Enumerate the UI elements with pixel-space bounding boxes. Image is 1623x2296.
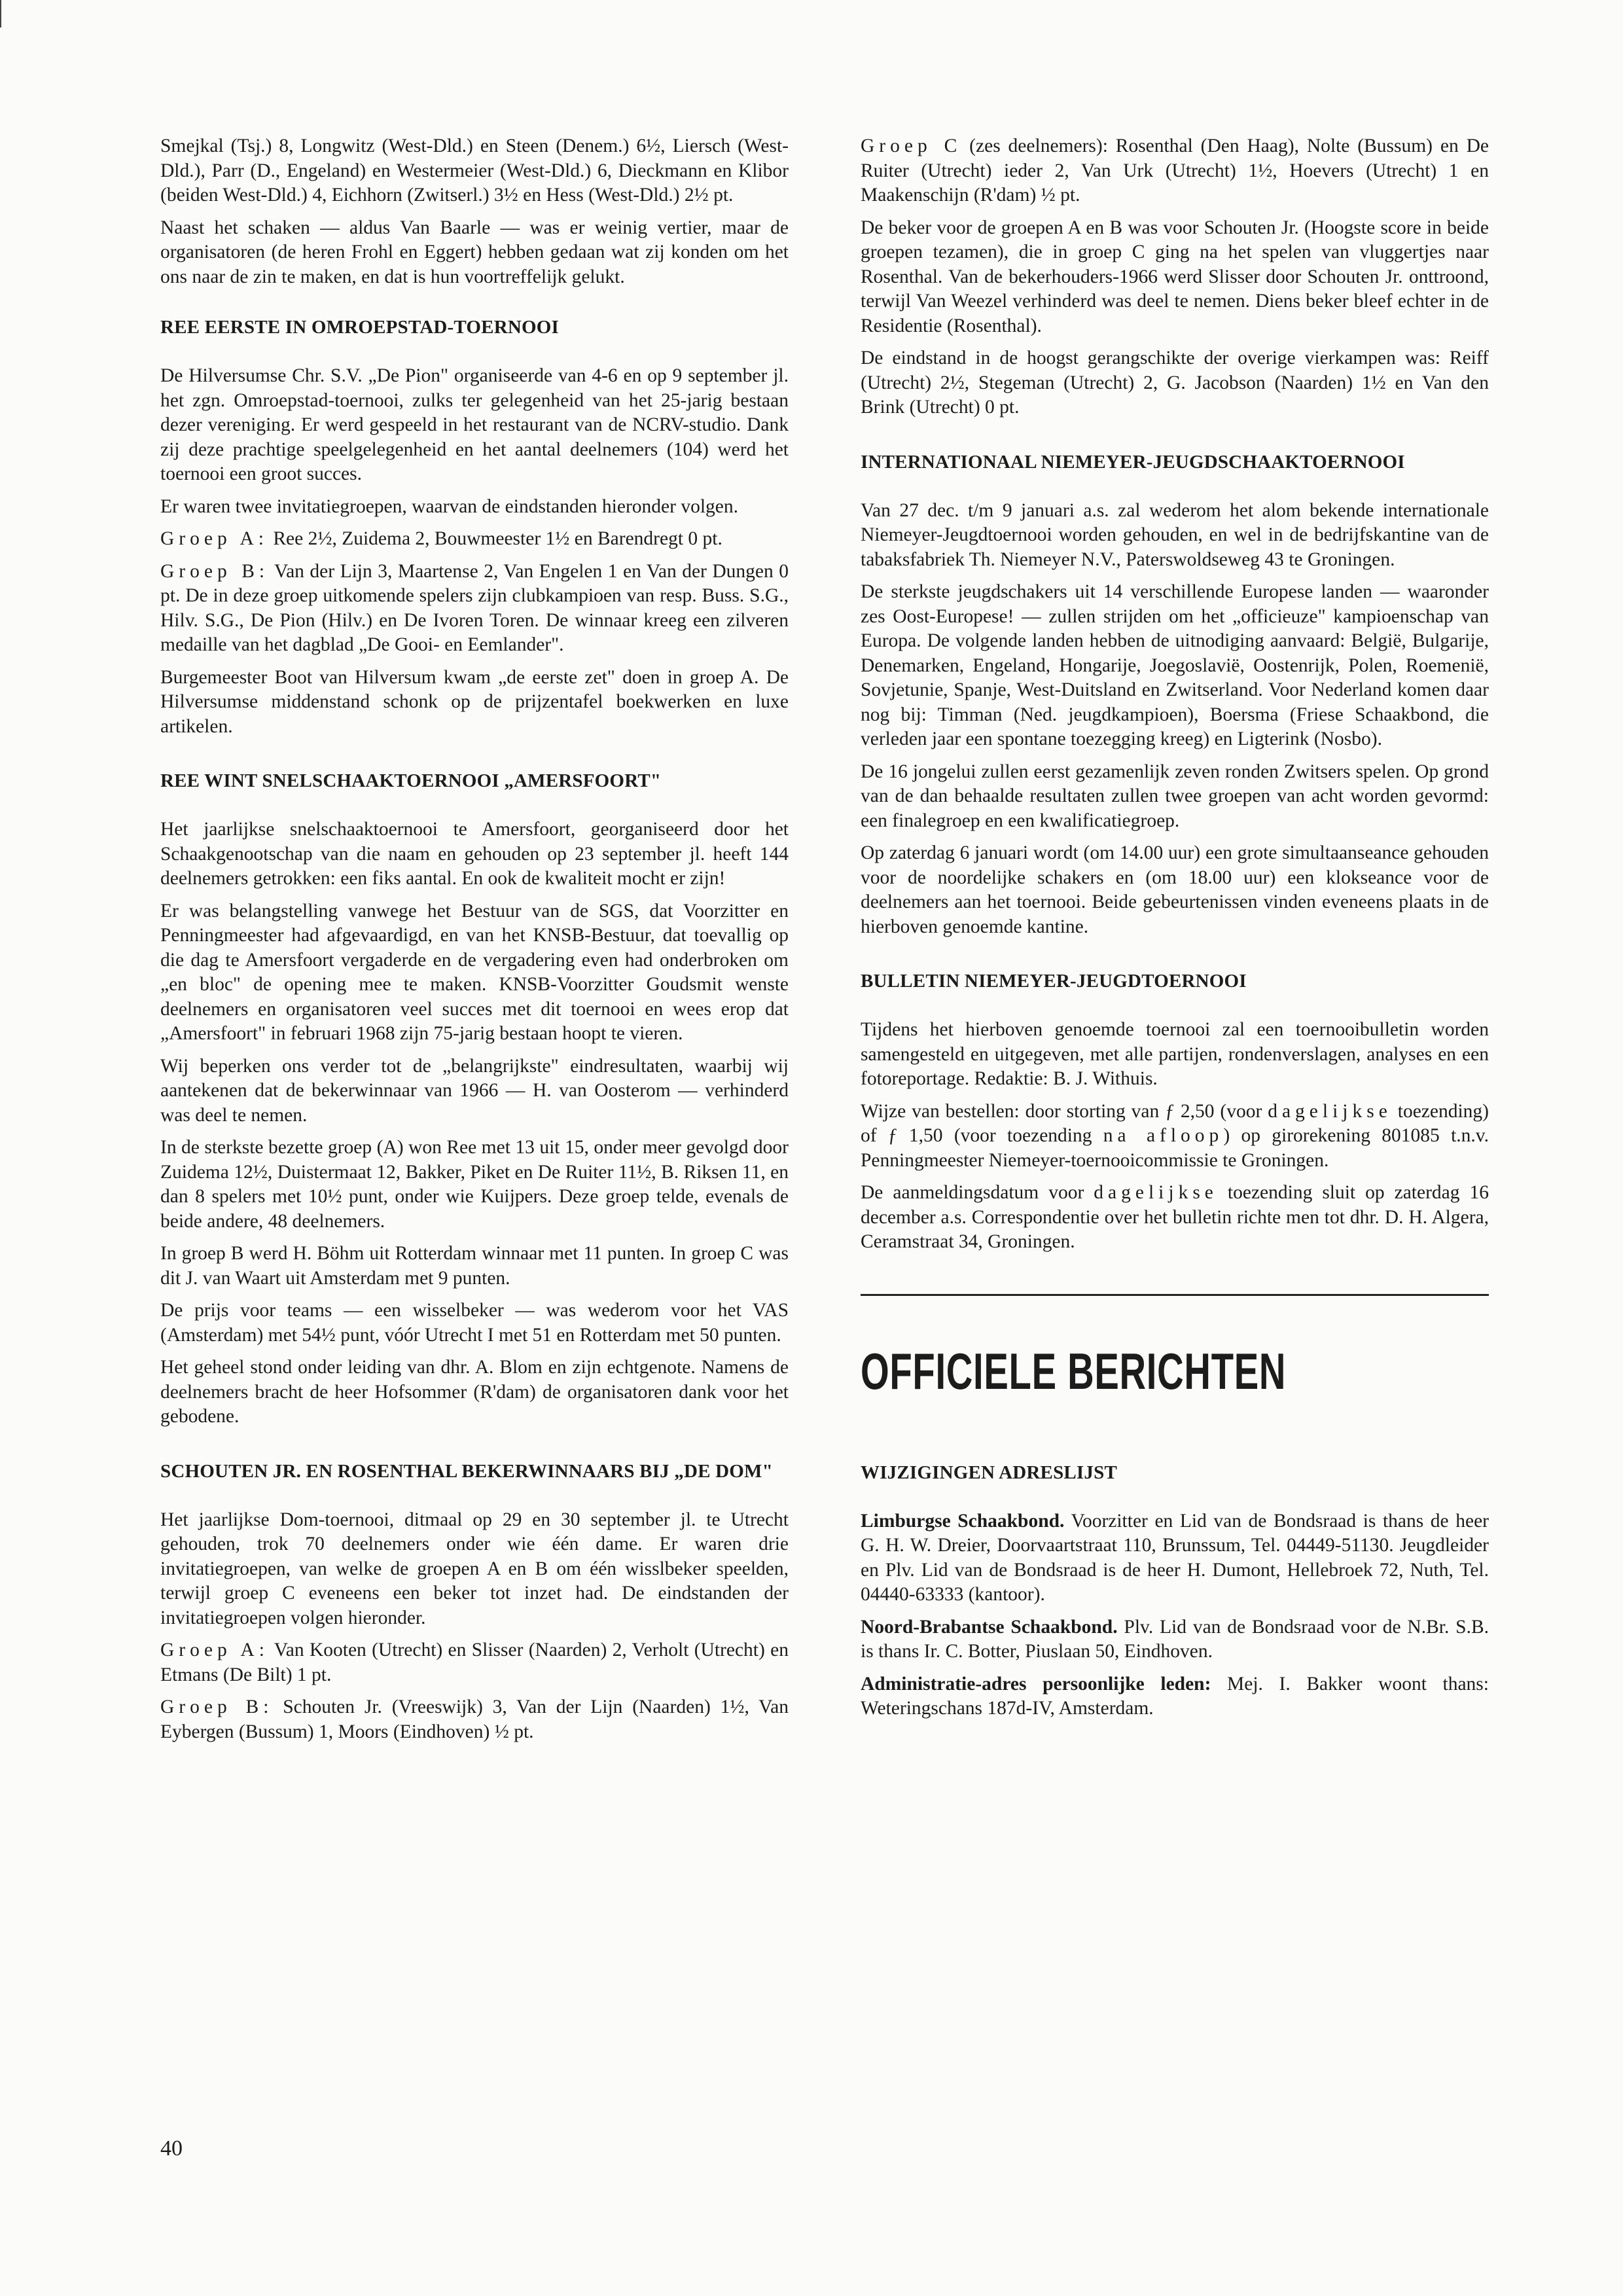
spaced-term: dagelijkse (1094, 1182, 1218, 1203)
paragraph: De eindstand in de hoogst gerangschikte der overige vierkampen was: Reiff (Utrecht) 2½, Stegeman (Utrecht) 2, G. Jacobson (Naarden) 1½ en Van den Brink (Utrecht) 0 pt. (861, 348, 1489, 418)
paragraph (160, 527, 789, 552)
section-heading: BULLETIN NIEMEYER-JEUGDTOERNOOI (861, 971, 1247, 992)
paragraph (861, 1672, 1489, 1721)
page-number: 40 (160, 2136, 183, 2161)
paragraph: Op zaterdag 6 januari wordt (om 14.00 uur) een grote simultaanseance gehouden voor de noordelijke schakers en (om 18.00 uur) een klokseance voor de deelnemers aan het toernooi. Beide gebeurtenissen vinden eveneens plaats in de hierboven genoemde kantine. (861, 842, 1489, 937)
paragraph: De sterkste jeugdschakers uit 14 verschillende Europese landen — waaronder zes Oost-Europese! — zullen strijden om het „officieuze" kampioenschap van Europa. De volgende landen hebben de uitnodiging aanvaard: België, Bulgarije, Denemarken, Engeland, Hongarije, Joegoslavië, Oostenrijk, Polen, Roemenië, Sovjetunie, Spanje, West-Duitsland en Zwitserland. Voor Nederland komen daar nog bij: Timman (Ned. jeugdkampioen), Boersma (Friese Schaakbond, die verleden jaar een spontane toezegging kreeg) en Ligterink (Nosbo). (861, 581, 1489, 749)
paragraph: De prijs voor teams — een wisselbeker — was wederom voor het VAS (Amsterdam) met 54½ punt, vóór Utrecht I met 51 en Rotterdam met 50 punten. (160, 1300, 789, 1346)
paragraph (861, 1181, 1489, 1255)
paragraph: Van 27 dec. t/m 9 januari a.s. zal wederom het alom bekende internationale Niemeyer-Jeugdtoernooi worden gehouden, en wel in de bedrijfskantine van de tabaksfabriek Th. Niemeyer N.V., Paterswoldseweg 43 te Groningen. (861, 499, 1489, 570)
paragraph-text: (zes deelnemers): Rosenthal (Den Haag), Nolte (Bussum) en De Ruiter (Utrecht) ieder 2, Van Urk (Utrecht) 1½, Hoevers (Utrecht) 1 en Maakenschijn (R'dam) ½ pt. (861, 135, 1489, 206)
section-divider (861, 1294, 1489, 1296)
officiele-berichten-title: OFFICIELE BERICHTEN (861, 1342, 1287, 1400)
left-column (160, 134, 789, 1752)
paragraph: In de sterkste bezette groep (A) won Ree met 13 uit 15, onder meer gevolgd door Zuidema 12½, Duistermaat 12, Bakker, Piket en De Ruiter 11½, B. Riksen 11, en dan 8 spelers met 10½ punt, onder wie Kuijpers. Deze groep telde, evenals de beide andere, 48 deelnemers. (160, 1137, 789, 1232)
paragraph (160, 560, 789, 658)
paragraph-text: Plv. Lid van de Bondsraad voor de N.Br. S.B. is thans Ir. C. Botter, Piuslaan 50, Eindhoven. (861, 1616, 1489, 1662)
paragraph: Wij beperken ons verder tot de „belangrijkste" eindresultaten, waarbij wij aantekenen dat de bekerwinnaar van 1966 — H. van Oosterom — verhinderd was deel te nemen. (160, 1055, 789, 1126)
paragraph: Er was belangstelling vanwege het Bestuur van de SGS, dat Voorzitter en Penningmeester had afgevaardigd, en van het KNSB-Bestuur, dat toevallig op die dag te Amersfoort vergaderde en de vergadering even had onderbroken om „en bloc" de opening mee te maken. KNSB-Voorzitter Goudsmit wenste deelnemers en organisatoren veel succes met dit toernooi en wees erop dat „Amersfoort" in februari 1968 zijn 75-jarig bestaan hoopt te vieren. (160, 900, 789, 1044)
paragraph (861, 1615, 1489, 1664)
bold-lead: Limburgse Schaakbond. (861, 1510, 1065, 1532)
spaced-term: dagelijkse (1268, 1100, 1392, 1122)
paragraph: Er waren twee invitatiegroepen, waarvan de eindstanden hieronder volgen. (160, 495, 738, 517)
scan-edge-mark (0, 0, 1, 27)
paragraph: Burgemeester Boot van Hilversum kwam „de eerste zet" doen in groep A. De Hilversumse middenstand schonk op de prijzentafel boekwerken en luxe artikelen. (160, 666, 789, 737)
paragraph-text: ) op girorekening 801085 t.n.v. Penningmeester Niemeyer-toernooicommissie te Groningen. (861, 1125, 1489, 1171)
group-label: Groep B: (160, 560, 270, 582)
group-label: Groep A: (160, 1640, 269, 1660)
section-heading: SCHOUTEN JR. EN ROSENTHAL BEKERWINNAARS BIJ „DE DOM" (160, 1460, 773, 1482)
paragraph (861, 134, 1489, 208)
bold-lead: Administratie-adres persoonlijke leden: (861, 1673, 1211, 1695)
spaced-term: na afloop (1103, 1125, 1224, 1146)
paragraph-text: Van Kooten (Utrecht) en Slisser (Naarden) 2, Verholt (Utrecht) en Etmans (De Bilt) 1 pt. (160, 1640, 789, 1685)
paragraph-text: Wijze van bestellen: door storting van ƒ 2,50 (voor (861, 1100, 1268, 1122)
paragraph: Het jaarlijkse snelschaaktoernooi te Amersfoort, georganiseerd door het Schaakgenootschap van die naam en gehouden op 23 september jl. heeft 144 deelnemers getrokken: een fiks aantal. En ook de kwaliteit mocht er zijn! (160, 819, 789, 889)
paragraph (160, 1638, 789, 1687)
paragraph: Tijdens het hierboven genoemde toernooi zal een toernooibulletin worden samengesteld en uitgegeven, met alle partijen, rondenverslagen, analyses en een fotoreportage. Redaktie: B. J. Withuis. (861, 1019, 1489, 1089)
section-heading: REE WINT SNELSCHAAKTOERNOOI „AMERSFOORT" (160, 770, 662, 791)
bold-lead: Noord-Brabantse Schaakbond. (861, 1616, 1118, 1638)
group-label: Groep A: (160, 528, 268, 549)
paragraph-text: De aanmeldingsdatum voor (861, 1182, 1094, 1203)
paragraph: Smejkal (Tsj.) 8, Longwitz (West-Dld.) en Steen (Denem.) 6½, Liersch (West-Dld.), Parr (D., Engeland) en Westermeier (West-Dld.) 6, Dieckmann en Klibor (beiden West-Dld.) 4, Eichhorn (Zwitserl.) 3½ en Hess (West-Dld.) 2½ pt. (160, 135, 789, 206)
paragraph: De 16 jongelui zullen eerst gezamenlijk zeven ronden Zwitsers spelen. Op grond van de dan behaalde resultaten zullen twee groepen van acht worden gevormd: een finalegroep en een kwalificatiegroep. (861, 761, 1489, 831)
section-heading: WIJZIGINGEN ADRESLIJST (861, 1462, 1117, 1483)
section-heading: REE EERSTE IN OMROEPSTAD-TOERNOOI (160, 317, 560, 338)
paragraph (861, 1100, 1489, 1174)
group-label: Groep B: (160, 1696, 274, 1717)
paragraph: Het jaarlijkse Dom-toernooi, ditmaal op 29 en 30 september jl. te Utrecht gehouden, trok 70 deelnemers onder wie één dame. Er waren drie invitatiegroepen, van welke de groepen A en B om één wisslbeker speelden, terwijl groep C eveneens een beker tot inzet had. De eindstanden der invitatiegroepen volgen hieronder. (160, 1509, 789, 1628)
paragraph (861, 1509, 1489, 1607)
paragraph: Naast het schaken — aldus Van Baarle — was er weinig vertier, maar de organisatoren (de heren Frohl en Eggert) hebben gedaan wat zij konden om het ons naar de zin te maken, en dat is hun voortreffelijk gelukt. (160, 217, 789, 287)
section-heading: INTERNATIONAAL NIEMEYER-JEUGDSCHAAKTOERNOOI (861, 451, 1405, 473)
right-column (861, 134, 1489, 1729)
paragraph: Het geheel stond onder leiding van dhr. A. Blom en zijn echtgenote. Namens de deelnemers bracht de heer Hofsommer (R'dam) de organisatoren dank voor het gebodene. (160, 1357, 789, 1427)
paragraph-text: Ree 2½, Zuidema 2, Bouwmeester 1½ en Barendregt 0 pt. (268, 528, 722, 549)
paragraph: De beker voor de groepen A en B was voor Schouten Jr. (Hoogste score in beide groepen tezamen), die in groep C ging na het spelen van vluggertjes naar Rosenthal. Van de bekerhouders-1966 werd Slisser door Schouten Jr. onttroond, terwijl Van Weezel verhinderd was deel te nemen. Diens beker bleef echter in de Residentie (Rosenthal). (861, 217, 1489, 336)
paragraph: In groep B werd H. Böhm uit Rotterdam winnaar met 11 punten. In groep C was dit J. van Waart uit Amsterdam met 9 punten. (160, 1243, 789, 1289)
paragraph-text: Mej. I. Bakker woont thans: Weteringschans 187d-IV, Amsterdam. (861, 1673, 1489, 1719)
paragraph-text: Van der Lijn 3, Maartense 2, Van Engelen 1 en Van der Dungen 0 pt. De in deze groep uitkomende spelers zijn clubkampioen van resp. Buss. S.G., Hilv. S.G., De Pion (Hilv.) en De Ivoren Toren. De winnaar kreeg een zilveren medaille van het dagblad „De Gooi- en Eemlander". (160, 560, 789, 655)
paragraph: De Hilversumse Chr. S.V. „De Pion" organiseerde van 4-6 en op 9 september jl. het zgn. Omroepstad-toernooi, zulks ter gelegenheid van het 25-jarig bestaan dezer vereniging. Er werd gespeeld in het restaurant van de NCRV-studio. Dank zij deze prachtige speelgelegenheid en het aantal deelnemers (104) werd het toernooi een groot succes. (160, 365, 789, 484)
paragraph-text: toezending) of ƒ 1,50 (voor toezending (861, 1100, 1489, 1146)
paragraph-text: Voorzitter en Lid van de Bondsraad is thans de heer G. H. W. Dreier, Doorvaartstraat 110, Brunssum, Tel. 04449-51130. Jeugdleider en Plv. Lid van de Bondsraad is de heer H. Dumont, Hellebroek 72, Nuth, Tel. 04440-63333 (kantoor). (861, 1510, 1489, 1605)
paragraph (160, 1695, 789, 1744)
paragraph-text: Schouten Jr. (Vreeswijk) 3, Van der Lijn (Naarden) 1½, Van Eybergen (Bussum) 1, Moors (Eindhoven) ½ pt. (160, 1696, 789, 1742)
paragraph-text: toezending sluit op zaterdag 16 december a.s. Correspondentie over het bulletin richte men tot dhr. D. H. Algera, Ceramstraat 34, Groningen. (861, 1182, 1489, 1252)
group-label: Groep C (861, 135, 962, 156)
